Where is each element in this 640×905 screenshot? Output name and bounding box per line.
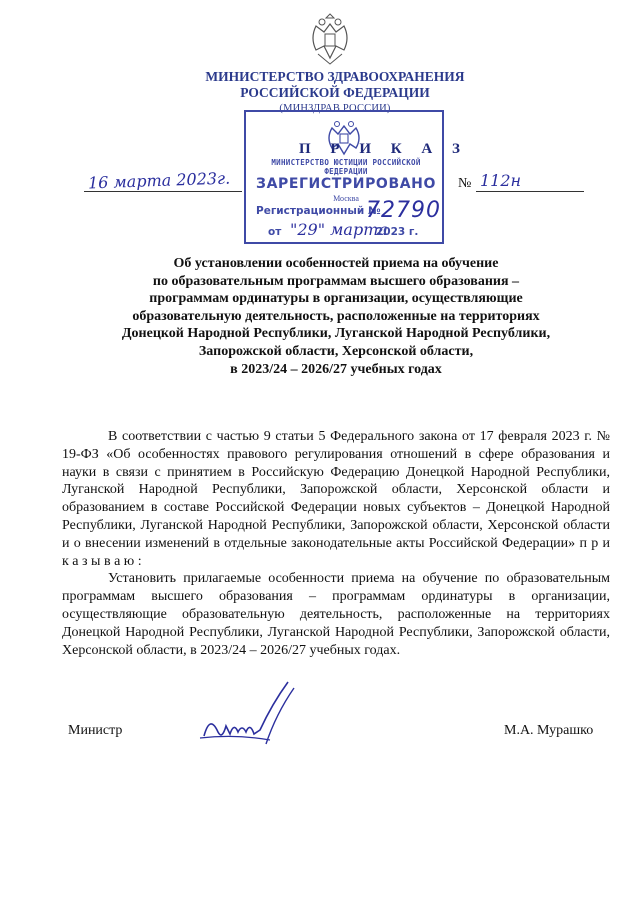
signer-name: М.А. Мурашко [504, 723, 594, 738]
signer-role: Министр [68, 723, 123, 738]
order-date-handwritten: 16 марта 2023г. [87, 168, 231, 193]
order-number-sign: № [458, 176, 472, 191]
stamp-city: Москва [333, 194, 359, 203]
order-title [88, 255, 584, 378]
title-line: программам ординатуры в организации, осуществляющие [149, 291, 523, 307]
stamp-date-handwritten: "29" марта [290, 220, 388, 239]
signature-image [196, 674, 306, 754]
stamp-date-prefix: от [268, 226, 282, 238]
title-line: Донецкой Народной Республики, Луганской Народной Республики, [121, 326, 551, 342]
registration-stamp [244, 110, 444, 244]
stamp-reg-number: 72790 [366, 198, 441, 223]
title-line: образовательную деятельность, расположенные на территориях [132, 308, 540, 324]
title-line: по образовательным программам высшего образования – [152, 273, 520, 289]
order-number-handwritten: 112н [480, 171, 522, 190]
body-paragraph-decision: Установить прилагаемые особенности приема на обучение по образовательным программам высшего образования – программам ординатуры в организации, осуществляющие образовательную деятельность, расположенные на территориях Донецкой Народной Республики, Луганской Народной Республики, Запорожской области, Херсонской области, в 2023/24 – 2026/27 учебных годах. [62, 571, 610, 658]
date-underline [84, 191, 242, 192]
stamp-ministry-justice: МИНИСТЕРСТВО ЮСТИЦИИ РОССИЙСКОЙ ФЕДЕРАЦИИ [271, 158, 421, 176]
order-heading: П Р И К А З [299, 141, 468, 157]
order-body [62, 428, 610, 659]
ministry-abbreviation: (МИНЗДРАВ РОССИИ) [279, 103, 391, 114]
title-line: Об установлении особенностей приема на обучение [173, 256, 499, 271]
body-paragraph-preamble: В соответствии с частью 9 статьи 5 Федерального закона от 17 февраля 2023 г. № 19-ФЗ «Об особенностях правового регулирования отношений в сфере образования и науки в связи с принятием в Российскую Федерацию Донецкой Народной Республики, Луганской Народной Республики, Запорожской области, Херсонской области и образованием в составе Российской Федерации новых субъектов – Донецкой Народной Республики, Луганской Народной Республики, Запорожской области, Херсонской области и о внесении изменений в отдельные законодательные акты Российской Федерации» п р и к а з ы в а ю : [62, 429, 610, 569]
ministry-name-line2: РОССИЙСКОЙ ФЕДЕРАЦИИ [240, 85, 430, 100]
stamp-registered: ЗАРЕГИСТРИРОВАНО [256, 176, 436, 192]
title-line: в 2023/24 – 2026/27 учебных годах [230, 361, 442, 377]
stamp-reg-label: Регистрационный № [256, 205, 381, 217]
coat-of-arms-emblem [306, 10, 354, 66]
number-underline [476, 191, 584, 192]
title-line: Запорожской области, Херсонской области, [198, 343, 474, 359]
ministry-name-line1: МИНИСТЕРСТВО ЗДРАВООХРАНЕНИЯ [205, 69, 465, 84]
stamp-year: 2023 г. [376, 226, 419, 238]
